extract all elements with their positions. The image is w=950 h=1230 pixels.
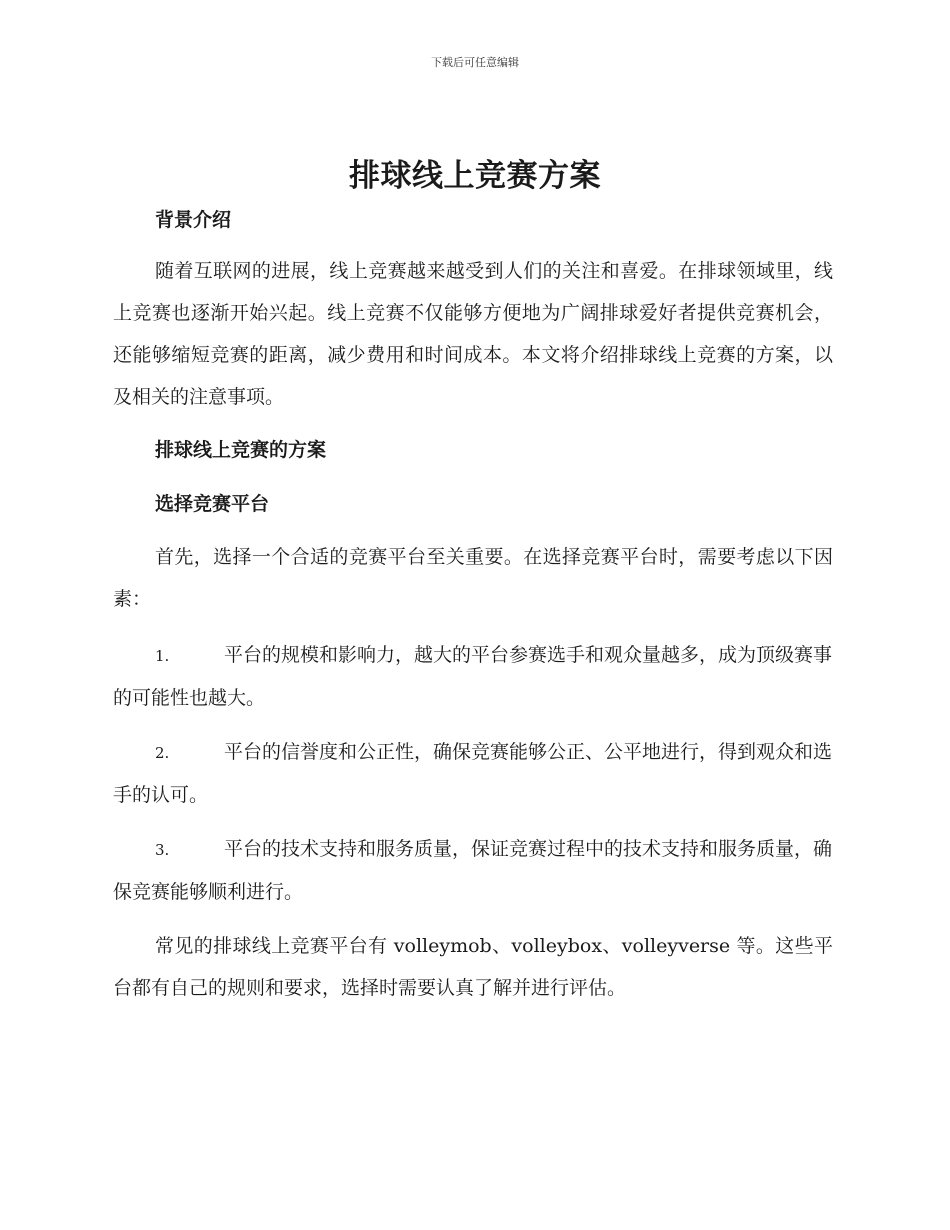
section-heading-platform: 选择竞赛平台 bbox=[155, 493, 270, 515]
section-heading-background: 背景介绍 bbox=[155, 209, 232, 231]
list-item-number: 1. bbox=[155, 647, 170, 665]
document-title: 排球线上竞赛方案 bbox=[349, 158, 601, 194]
list-item bbox=[113, 634, 833, 719]
list-item-text: 平台的信誉度和公正性，确保竞赛能够公正、公平地进行，得到观众和选手的认可。 bbox=[113, 741, 833, 806]
list-item-number: 3. bbox=[155, 841, 170, 859]
list-item bbox=[113, 828, 833, 913]
document-body bbox=[113, 204, 833, 1009]
section-heading-plan: 排球线上竞赛的方案 bbox=[155, 439, 327, 461]
list-item bbox=[113, 731, 833, 816]
page-header: 下载后可任意编辑 bbox=[431, 56, 519, 69]
platform-intro-paragraph: 首先，选择一个合适的竞赛平台至关重要。在选择竞赛平台时，需要考虑以下因素： bbox=[113, 546, 833, 610]
platform-examples-paragraph: 常见的排球线上竞赛平台有 volleymob、volleybox、volleyverse 等。这些平台都有自己的规则和要求，选择时需要认真了解并进行评估。 bbox=[113, 935, 833, 999]
list-item-number: 2. bbox=[155, 744, 170, 762]
factor-list bbox=[113, 634, 833, 913]
list-item-text: 平台的技术支持和服务质量，保证竞赛过程中的技术支持和服务质量，确保竞赛能够顺利进行。 bbox=[113, 838, 833, 903]
background-paragraph: 随着互联网的进展，线上竞赛越来越受到人们的关注和喜爱。在排球领域里，线上竞赛也逐渐开始兴起。线上竞赛不仅能够方便地为广阔排球爱好者提供竞赛机会，还能够缩短竞赛的距离，减少费用和时间成本。本文将介绍排球线上竞赛的方案，以及相关的注意事项。 bbox=[113, 260, 833, 408]
list-item-text: 平台的规模和影响力，越大的平台参赛选手和观众量越多，成为顶级赛事的可能性也越大。 bbox=[113, 644, 833, 709]
